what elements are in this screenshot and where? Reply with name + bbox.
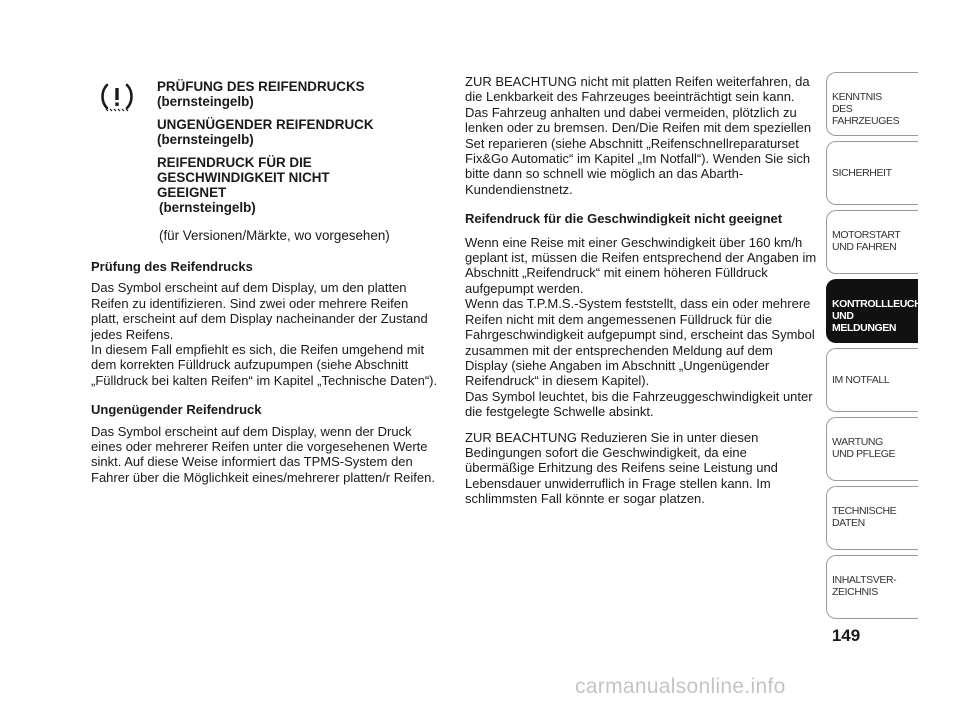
heading-line: UNGENÜGENDER REIFENDRUCK xyxy=(157,117,374,132)
tab-label: KONTROLLLEUCHTEN xyxy=(832,298,942,310)
tab-label: UND MELDUNGEN xyxy=(832,310,897,334)
tab-label: UND PFLEGE xyxy=(832,448,896,460)
tab-wartung[interactable] xyxy=(826,417,918,481)
body-paragraph: Das Symbol erscheint auf dem Display, wenn der Druck eines oder mehrerer Reifen unter die vorgesehenen Werte sinkt. Auf diese Weise informiert das TPMS-System den Fahrer über die Möglichkeit eines/mehrerer platten/r Reifen. xyxy=(91,423,435,485)
warning-note: ZUR BEACHTUNG Reduzieren Sie in unter diesen Bedingungen sofort die Geschwindigkeit, da eine übermäßige Erhitzung des Reifens seine Leistung und Lebensdauer unwiderruflich in Frage stellen kann. Im schlimmsten Fall könnte er sogar platzen. xyxy=(465,429,778,507)
versions-note: (für Versionen/Märkte, wo vorgesehen) xyxy=(159,228,390,244)
symbol-heading-block xyxy=(157,79,437,257)
left-column xyxy=(91,259,439,495)
heading-line: (bernsteingelb) xyxy=(159,200,256,215)
watermark: carmanualsonline.info xyxy=(575,675,786,698)
tab-im-notfall[interactable] xyxy=(826,348,918,412)
tab-label: SICHERHEIT xyxy=(832,167,892,179)
tab-label: ZEICHNIS xyxy=(832,586,878,598)
heading-line: REIFENDRUCK FÜR DIE xyxy=(157,155,312,170)
tab-label: TECHNISCHE xyxy=(832,505,897,517)
heading-line: PRÜFUNG DES REIFENDRUCKS xyxy=(157,79,365,94)
tab-kenntnis[interactable] xyxy=(826,72,918,136)
body-paragraph: Das Symbol leuchtet, bis die Fahrzeuggeschwindigkeit unter die festgelegte Schwelle absinkt. xyxy=(465,388,813,420)
tab-label: IM NOTFALL xyxy=(832,374,890,386)
chapter-tabs xyxy=(826,72,942,624)
heading-line: (bernsteingelb) xyxy=(157,94,254,109)
tab-label: UND FAHREN xyxy=(832,241,897,253)
page-number: 149 xyxy=(831,626,861,645)
body-paragraph: Das Symbol erscheint auf dem Display, um den platten Reifen zu identifizieren. Sind zwei oder mehrere Reifen platt, erscheint auf dem Display nacheinander der Zustand jedes Reifens. xyxy=(91,280,428,342)
tab-label: KENNTNIS xyxy=(832,91,882,103)
tab-label: INHALTSVER- xyxy=(832,574,897,586)
heading-line: GESCHWINDIGKEIT NICHT xyxy=(157,170,330,185)
body-paragraph: Wenn eine Reise mit einer Geschwindigkeit über 160 km/h geplant ist, müssen die Reifen entsprechend der Angaben im Abschnitt „Reifendruck“ mit einem höheren Fülldruck aufgepumpt werden. xyxy=(465,234,817,296)
tab-label: DATEN xyxy=(832,517,865,529)
tab-motorstart[interactable] xyxy=(826,210,918,274)
tab-label: DES FAHRZEUGES xyxy=(832,103,900,127)
tab-technische-daten[interactable] xyxy=(826,486,918,550)
right-column xyxy=(465,74,817,517)
section-title: Ungenügender Reifendruck xyxy=(91,402,262,418)
body-paragraph: In diesem Fall empfiehlt es sich, die Reifen umgehend mit dem korrekten Fülldruck aufzupumpen (siehe Abschnitt „Fülldruck bei kalten Reifen“ im Kapitel „Technische Daten“). xyxy=(91,342,438,388)
warning-note: ZUR BEACHTUNG nicht mit platten Reifen weiterfahren, da die Lenkbarkeit des Fahrzeuges beeinträchtigt sein kann. Das Fahrzeug anhalten und dabei vermeiden, plötzlich zu lenken oder zu bremsen. Den/Die Reifen mit dem speziellen Set reparieren (siehe Abschnitt „Reifenschnellreparaturset Fix&Go Automatic“ im Kapitel „Im Notfall“). Wenden Sie sich bitte dann so schnell wie möglich an das Abarth-Kundendienstnetz. xyxy=(465,74,812,197)
tab-label: MOTORSTART xyxy=(832,229,901,241)
tab-inhaltsverzeichnis[interactable] xyxy=(826,555,918,619)
heading-line: (bernsteingelb) xyxy=(157,132,254,147)
section-title: Reifendruck für die Geschwindigkeit nicht geeignet xyxy=(465,211,783,227)
tpms-warning-icon xyxy=(100,82,134,112)
tab-kontrollleuchten[interactable] xyxy=(826,279,942,343)
section-title: Prüfung des Reifendrucks xyxy=(91,259,253,274)
body-paragraph: Wenn das T.P.M.S.-System feststellt, dass ein oder mehrere Reifen nicht mit dem angemessenen Fülldruck für die Fahrgeschwindigkeit aufgepumpt sind, erscheint das Symbol zusammen mit der entsprechenden Meldung auf dem Display (siehe Angaben im Abschnitt „Ungenügender Reifendruck“ in diesem Kapitel). xyxy=(465,296,815,389)
tab-sicherheit[interactable] xyxy=(826,141,918,205)
tab-label: WARTUNG xyxy=(832,436,883,448)
heading-line: GEEIGNET xyxy=(157,185,227,200)
